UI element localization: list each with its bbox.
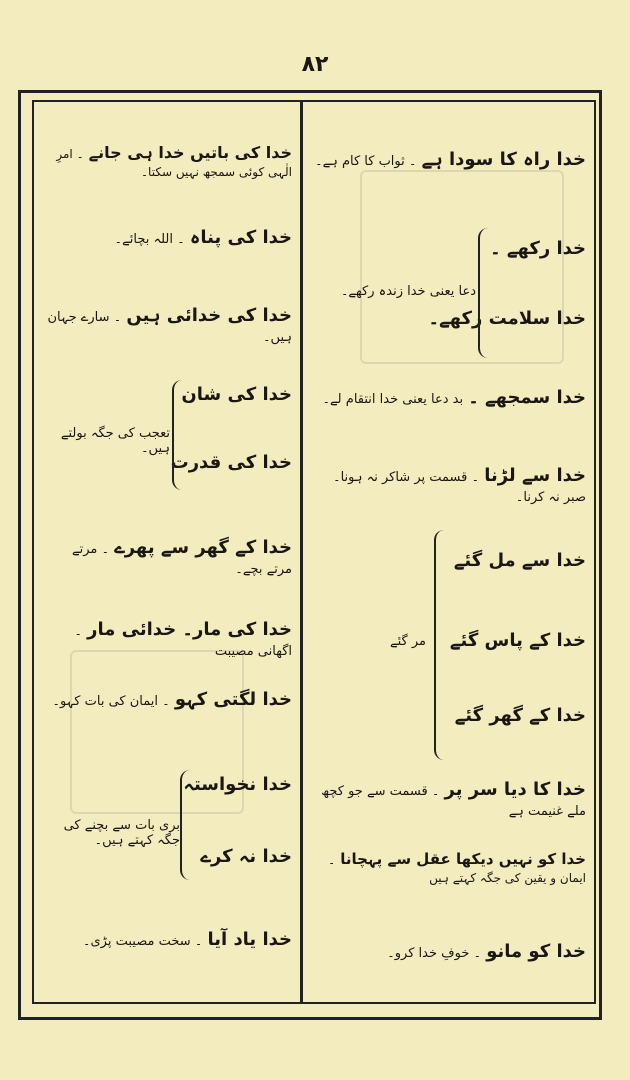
entry-headword: خدا راہ کا سودا ہے (421, 149, 586, 170)
entry-gloss: ۔ امرِ الٰہی کوئی سمجھ نہیں سکتا۔ (56, 147, 292, 180)
entry-gloss: بد دعا یعنی خدا انتقام لے۔ (322, 392, 464, 407)
brace (478, 228, 490, 358)
entry-headword: خدا سے لڑنا (484, 465, 586, 486)
entry-headword: خدا سلامت رکھے۔ (428, 308, 586, 329)
entry-headword: خدا نہ کرے (200, 846, 292, 867)
column-divider (300, 100, 303, 1004)
entry (44, 930, 292, 951)
entry-gloss: ۔ قسمت پر شاکر نہ ہونا۔ صبر نہ کرنا۔ (332, 470, 586, 505)
entry-headword: خدا کی قدرت (170, 452, 292, 473)
brace (180, 770, 192, 880)
entry-gloss: ۔ ثواب کا کام ہے۔ (314, 154, 417, 169)
entry-headword: خدا کا دیا سر پر (444, 779, 586, 800)
entry-headword: خدا کی مار۔ خدائی مار (87, 619, 292, 640)
entry-gloss: ۔ مرتے مرتے بچے۔ (71, 542, 292, 577)
entry-headword: خدا کو نہیں دیکھا عقل سے پہچانا (340, 850, 586, 868)
entry-headword: خدا سے مل گئے (453, 550, 586, 571)
entry (44, 144, 292, 181)
entry-headword: خدا کی شان (181, 384, 292, 405)
entry-headword: خدا سمجھے ۔ (468, 387, 586, 408)
entry-headword: خدا رکھے ۔ (490, 238, 586, 259)
right-column (306, 110, 590, 996)
entry-headword: خدا کو مانو (486, 941, 586, 962)
entry (44, 228, 292, 249)
entry (310, 850, 586, 887)
page-number: ۸۲ (301, 52, 329, 77)
entry (310, 150, 586, 171)
entry (44, 538, 292, 578)
entry (310, 780, 586, 820)
entry (44, 690, 292, 711)
entry (310, 388, 586, 409)
entry-gloss: ۔ قسمت سے جو کچھ ملے غنیمت ہے (321, 784, 586, 819)
entry (310, 466, 586, 506)
entry-group (44, 770, 292, 880)
entry-gloss: ۔ ایمان کی بات کہو۔ (52, 694, 170, 709)
entry-headword: خدا کی خدائی ہیں (126, 305, 292, 326)
entry (44, 306, 292, 346)
entry-gloss: ۔ سخت مصیبت پڑی۔ (82, 934, 203, 949)
entry-headword: خدا یاد آیا (207, 929, 292, 950)
entry-headword: خدا کے پاس گئے (449, 630, 586, 651)
entry-headword: خدا کی پناہ (189, 227, 292, 248)
group-gloss: دعا یعنی خدا زندہ رکھے۔ (340, 284, 476, 299)
entry-headword: خدا کے گھر سے پھرے (114, 537, 292, 558)
entry-group (44, 380, 292, 490)
entry-gloss: ۔ ایمان و یقین کی جگہ کہتے ہیں (328, 853, 586, 886)
group-gloss: تعجب کی جگہ بولتے ہیں۔ (60, 426, 170, 456)
entry (44, 620, 292, 660)
entry-headword: خدا کی باتیں خدا ہی جانے (88, 143, 292, 162)
entry-gloss: ۔ خوفِ خدا کرو۔ (387, 946, 482, 961)
entry-gloss: ۔ سارے جہان ہیں۔ (47, 310, 292, 345)
entry-headword: خدا لگتی کہو (174, 689, 292, 710)
group-gloss: بری بات سے بچنے کی جگہ کہتے ہیں۔ (63, 818, 180, 848)
group-gloss: مر گئے (390, 634, 426, 649)
entry-headword: خدا کے گھر گئے (454, 705, 586, 726)
entry-gloss: ۔ اللہ بچائے۔ (114, 232, 185, 247)
entry-headword: خدا نخواستہ (183, 774, 292, 795)
brace (172, 380, 184, 490)
entry-group (310, 228, 586, 358)
brace (434, 530, 446, 760)
entry (310, 942, 586, 963)
entry-group (310, 530, 586, 760)
left-column (40, 110, 296, 996)
entry-gloss: ۔ اگھانی مصیبت (74, 624, 292, 659)
